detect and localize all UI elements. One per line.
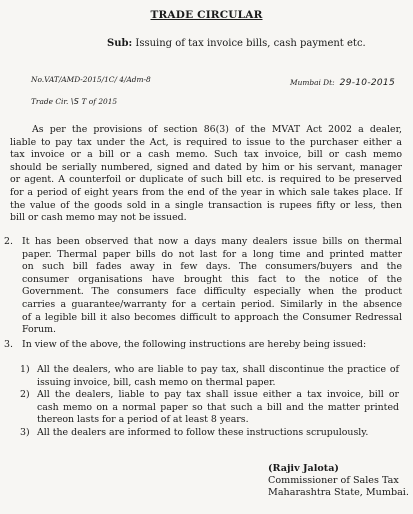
instruction-line: issuing invoice, bill, cash memo on thermal paper. <box>37 376 276 388</box>
reference-number: No.VAT/AMD-2015/1C/ 4/Adm-8 <box>31 75 151 84</box>
point-3-paragraph <box>22 339 402 352</box>
point-3-number: 3. <box>4 339 13 350</box>
subject-text: Issuing of tax invoice bills, cash payment etc. <box>135 38 366 49</box>
point-2-line: carries a guarantee/warranty for a certain period. Similarly in the absence <box>22 298 402 310</box>
instruction-1 <box>37 364 399 389</box>
intro-line: tax invoice or a bill or a cash memo. Such tax invoice, bill or cash memo <box>10 149 402 161</box>
point-2-line: Government. The consumers face difficulty especially when the product <box>22 286 402 298</box>
point-2-line: paper. Thermal paper bills do not last for a long time and printed matter <box>22 248 402 260</box>
instruction-line: All the dealers, who are liable to pay tax, shall discontinue the practice of <box>37 364 399 375</box>
instruction-line: thereon lasts for a period of at least 8 years. <box>37 414 249 426</box>
document-title: TRADE CIRCULAR <box>150 9 263 21</box>
instruction-1-number: 1) <box>20 364 30 375</box>
intro-line: liable to pay tax under the Act, is required to issue to the purchaser either a <box>10 136 402 148</box>
instruction-line: All the dealers are informed to follow these instructions scrupulously. <box>37 427 369 438</box>
point-2-line: on such bill fades away in few days. The consumers/buyers and the <box>22 261 402 273</box>
point-2-line: It has been observed that now a days many dealers issue bills on thermal <box>22 236 402 247</box>
circular-prefix: Trade Cir. <box>31 97 69 106</box>
intro-line: the value of the goods sold in a single transaction is rupees fifty or less, then <box>10 199 402 211</box>
intro-line: for a period of eight years from the end of the year in which sale takes place. If <box>10 186 402 198</box>
signature-block <box>268 463 409 499</box>
point-2-line: consumer organisations have brought this fact to the notice of the <box>22 273 402 285</box>
instruction-line: All the dealers, liable to pay tax shall issue either a tax invoice, bill or <box>37 389 399 400</box>
subject-label: Sub: <box>107 38 133 49</box>
circular-number-line <box>31 97 117 106</box>
signatory-designation: Commissioner of Sales Tax <box>268 475 399 486</box>
circular-number: \S <box>70 97 80 106</box>
intro-line: As per the provisions of section 86(3) of the MVAT Act 2002 a dealer, <box>32 124 402 135</box>
date-line <box>290 70 395 89</box>
instruction-3-number: 3) <box>20 427 30 438</box>
instruction-3 <box>37 427 399 440</box>
subject-line <box>107 38 366 49</box>
date-label: Mumbai Dt: <box>290 78 335 87</box>
point-2-number: 2. <box>4 236 13 247</box>
point-2-line: of a legible bill it also becomes difficult to approach the Consumer Redressal <box>22 311 402 323</box>
intro-line: should be serially numbered, signed and dated by him or his servant, manager <box>10 161 402 173</box>
intro-line: bill or cash memo may not be issued. <box>10 212 187 224</box>
signatory-office: Maharashtra State, Mumbai. <box>268 487 409 498</box>
date-value: 29-10-2015 <box>339 78 395 88</box>
instruction-2 <box>37 389 399 427</box>
point-3-line: In view of the above, the following instructions are hereby being issued: <box>22 339 367 350</box>
signatory-name: (Rajiv Jalota) <box>268 463 339 474</box>
intro-paragraph <box>10 124 402 225</box>
point-2-paragraph <box>22 236 402 337</box>
circular-suffix: T of 2015 <box>81 97 118 106</box>
point-2-line: Forum. <box>22 324 57 336</box>
instruction-2-number: 2) <box>20 389 30 400</box>
intro-line: or agent. A counterfoil or duplicate of such bill etc. is required to be preserved <box>10 174 402 186</box>
instruction-line: cash memo on a normal paper so that such a bill and the matter printed <box>37 401 399 413</box>
